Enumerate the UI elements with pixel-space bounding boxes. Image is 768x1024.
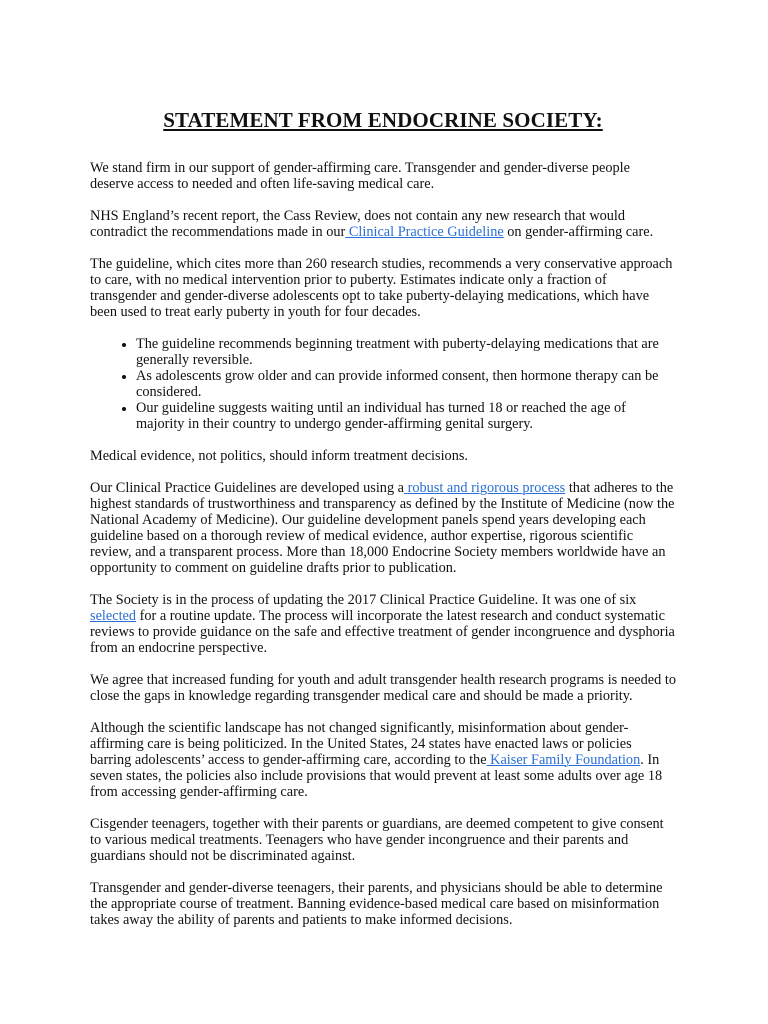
robust-rigorous-process-link[interactable]: robust and rigorous process xyxy=(404,480,566,496)
page-title: STATEMENT FROM ENDOCRINE SOCIETY: xyxy=(163,108,603,132)
paragraph-text: Although the scientific landscape has not changed significantly, misinformation about gender-affirming care is being politicized. In the United States, 24 states have enacted laws or policies barring adolescents’ access to gender-affirming care, according to the xyxy=(90,720,632,768)
paragraph-text: NHS England’s recent report, the Cass Review, does not contain any new research that would contradict the recommendations made in our xyxy=(90,208,626,240)
list-item: • Our guideline suggests waiting until an individual has turned 18 or reached the age of majority in their country to undergo gender-affirming genital surgery. xyxy=(136,400,676,432)
guideline-bullet-list xyxy=(90,336,676,432)
list-item: • The guideline recommends beginning treatment with puberty-delaying medications that are generally reversible. xyxy=(136,336,676,368)
paragraph-text: for a routine update. The process will incorporate the latest research and conduct systematic reviews to provide guidance on the safe and effective treatment of gender incongruence and dysphoria from an endocrine perspective. xyxy=(90,608,675,656)
paragraph-text: Our Clinical Practice Guidelines are developed using a xyxy=(90,480,405,496)
paragraph-evidence: Medical evidence, not politics, should inform treatment decisions. xyxy=(90,448,468,464)
paragraph-support: We stand firm in our support of gender-affirming care. Transgender and gender-diverse people deserve access to needed and often life-saving medical care. xyxy=(90,160,630,192)
paragraph-text: . In seven states, the policies also include provisions that would prevent at least some adults over age 18 from accessing gender-affirming care. xyxy=(90,752,663,800)
paragraph-development-process xyxy=(90,480,676,576)
clinical-practice-guideline-link[interactable]: Clinical Practice Guideline xyxy=(345,224,504,240)
paragraph-cass-review xyxy=(90,208,676,240)
paragraph-text: that adheres to the highest standards of trustworthiness and transparency as defined by the Institute of Medicine (now the National Academy of Medicine). Our guideline development panels spend years developing each guideline based on a thorough review of medical evidence, author expertise, rigorous scientific review, and a transparent process. More than 18,000 Endocrine Society members worldwide have an opportunity to comment on guideline drafts prior to publication. xyxy=(90,480,675,576)
paragraph-update xyxy=(90,592,676,656)
paragraph-treatment-decisions: Transgender and gender-diverse teenagers, their parents, and physicians should be able to determine the appropriate course of treatment. Banning evidence-based medical care based on misinformation takes away the ability of parents and patients to make informed decisions. xyxy=(90,880,663,928)
paragraph-guideline-studies: The guideline, which cites more than 260 research studies, recommends a very conservative approach to care, with no medical intervention prior to puberty. Estimates indicate only a fraction of transgender and gender-diverse adolescents opt to take puberty-delaying medications, which have been used to treat early puberty in youth for four decades. xyxy=(90,256,673,320)
kaiser-family-foundation-link[interactable]: Kaiser Family Foundation xyxy=(486,752,641,768)
paragraph-funding: We agree that increased funding for youth and adult transgender health research programs is needed to close the gaps in knowledge regarding transgender medical care and should be made a priority. xyxy=(90,672,676,704)
list-item: • As adolescents grow older and can provide informed consent, then hormone therapy can be considered. xyxy=(136,368,676,400)
paragraph-text: on gender-affirming care. xyxy=(503,224,654,240)
paragraph-text: The Society is in the process of updating the 2017 Clinical Practice Guideline. It was one of six xyxy=(90,592,637,608)
selected-link[interactable]: selected xyxy=(90,608,137,624)
paragraph-consent: Cisgender teenagers, together with their parents or guardians, are deemed competent to give consent to various medical treatments. Teenagers who have gender incongruence and their parents and guardians should not be discriminated against. xyxy=(90,816,664,864)
paragraph-misinformation xyxy=(90,720,676,800)
